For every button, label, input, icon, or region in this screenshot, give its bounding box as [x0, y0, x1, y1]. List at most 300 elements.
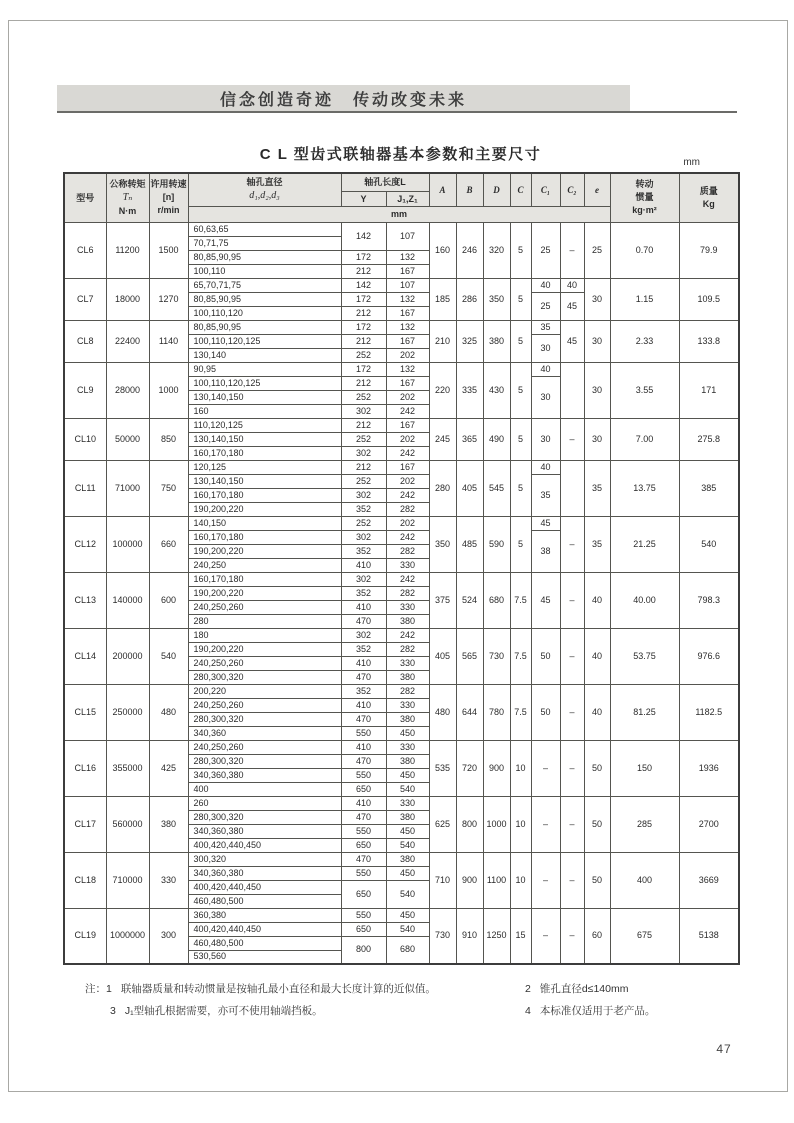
length-y-cell: 470	[341, 614, 386, 628]
length-jz-cell: 202	[386, 348, 429, 362]
slogan-text: 信念创造奇迹 传动改变未来	[219, 91, 467, 109]
model-cell: CL18	[64, 852, 106, 908]
length-y-cell: 550	[341, 824, 386, 838]
footnote-2-number: 2	[525, 983, 531, 995]
length-y-cell: 352	[341, 684, 386, 698]
mass-cell: 133.8	[679, 320, 739, 362]
length-jz-cell: 107	[386, 278, 429, 292]
mass-cell: 79.9	[679, 222, 739, 278]
bore-diameter-cell: 130,140,150	[188, 432, 341, 446]
C1-cell: 50	[531, 628, 560, 684]
C2-cell: –	[560, 572, 584, 628]
length-jz-cell: 167	[386, 376, 429, 390]
C2-cell: –	[560, 418, 584, 460]
table-row	[64, 796, 739, 810]
length-y-cell: 172	[341, 320, 386, 334]
bore-diameter-cell: 120,125	[188, 460, 341, 474]
spec-table	[63, 172, 740, 965]
D-cell: 320	[483, 222, 510, 278]
inertia-cell: 81.25	[610, 684, 679, 740]
length-jz-cell: 450	[386, 824, 429, 838]
length-jz-cell: 540	[386, 782, 429, 796]
bore-diameter-cell: 130,140,150	[188, 474, 341, 488]
mass-cell: 385	[679, 460, 739, 516]
length-y-cell: 352	[341, 502, 386, 516]
torque-cell: 50000	[106, 418, 149, 460]
bore-diameter-cell: 240,250,260	[188, 698, 341, 712]
bore-diameter-cell: 190,200,220	[188, 586, 341, 600]
length-jz-cell: 380	[386, 712, 429, 726]
footnote-3-number: 3	[110, 1005, 116, 1017]
torque-cell: 11200	[106, 222, 149, 278]
bore-diameter-cell: 280,300,320	[188, 810, 341, 824]
length-y-cell: 650	[341, 838, 386, 852]
length-y-cell: 172	[341, 362, 386, 376]
C-cell: 10	[510, 796, 531, 852]
C-cell: 5	[510, 320, 531, 362]
length-y-cell: 212	[341, 264, 386, 278]
mass-cell: 3669	[679, 852, 739, 908]
length-y-cell: 142	[341, 278, 386, 292]
length-y-cell: 650	[341, 880, 386, 908]
C1-cell: –	[531, 796, 560, 852]
footnote-4	[525, 1003, 655, 1018]
C-cell: 10	[510, 852, 531, 908]
length-jz-cell: 202	[386, 390, 429, 404]
mass-cell: 976.6	[679, 628, 739, 684]
length-y-cell: 302	[341, 530, 386, 544]
length-jz-cell: 282	[386, 586, 429, 600]
footnote-1	[85, 981, 436, 996]
inertia-cell: 1.15	[610, 278, 679, 320]
torque-cell: 250000	[106, 684, 149, 740]
bore-diameter-cell: 100,110,120,125	[188, 334, 341, 348]
model-cell: CL8	[64, 320, 106, 362]
length-jz-cell: 167	[386, 264, 429, 278]
footnote-2-text: 锥孔直径d≤140mm	[539, 983, 629, 995]
bore-diameter-cell: 110,120,125	[188, 418, 341, 432]
bore-diameter-cell: 130,140,150	[188, 390, 341, 404]
A-cell: 185	[429, 278, 456, 320]
B-cell: 365	[456, 418, 483, 460]
length-jz-cell: 167	[386, 418, 429, 432]
bore-diameter-cell: 340,360,380	[188, 866, 341, 880]
length-y-cell: 302	[341, 446, 386, 460]
torque-cell: 71000	[106, 460, 149, 516]
length-jz-cell: 282	[386, 684, 429, 698]
e-cell: 40	[584, 684, 610, 740]
table-row	[64, 516, 739, 530]
C-cell: 5	[510, 278, 531, 320]
length-y-cell: 302	[341, 488, 386, 502]
torque-cell: 18000	[106, 278, 149, 320]
D-cell: 680	[483, 572, 510, 628]
bore-diameter-cell: 260	[188, 796, 341, 810]
C2-cell: –	[560, 796, 584, 852]
B-cell: 286	[456, 278, 483, 320]
B-cell: 565	[456, 628, 483, 684]
model-cell: CL15	[64, 684, 106, 740]
length-y-cell: 302	[341, 572, 386, 586]
C2-cell	[560, 460, 584, 516]
D-cell: 590	[483, 516, 510, 572]
C1-cell: 35	[531, 474, 560, 516]
e-cell: 30	[584, 362, 610, 418]
inertia-cell: 21.25	[610, 516, 679, 572]
torque-cell: 140000	[106, 572, 149, 628]
table-row	[64, 908, 739, 922]
length-y-cell: 352	[341, 586, 386, 600]
torque-cell: 1000000	[106, 908, 149, 964]
mass-cell: 5138	[679, 908, 739, 964]
length-y-cell: 252	[341, 432, 386, 446]
table-row	[64, 740, 739, 754]
torque-cell: 560000	[106, 796, 149, 852]
inertia-cell: 53.75	[610, 628, 679, 684]
bore-diameter-cell: 80,85,90,95	[188, 292, 341, 306]
e-cell: 50	[584, 740, 610, 796]
speed-cell: 540	[149, 628, 188, 684]
C2-cell: –	[560, 740, 584, 796]
model-cell: CL16	[64, 740, 106, 796]
speed-cell: 660	[149, 516, 188, 572]
length-jz-cell: 167	[386, 306, 429, 320]
C-cell: 5	[510, 362, 531, 418]
C1-cell: –	[531, 852, 560, 908]
model-cell: CL17	[64, 796, 106, 852]
inertia-cell: 40.00	[610, 572, 679, 628]
C2-cell: –	[560, 684, 584, 740]
C1-cell: –	[531, 740, 560, 796]
C2-cell: 45	[560, 292, 584, 320]
length-jz-cell: 242	[386, 404, 429, 418]
table-body	[64, 222, 739, 964]
bore-diameter-cell: 240,250,260	[188, 740, 341, 754]
B-cell: 485	[456, 516, 483, 572]
A-cell: 625	[429, 796, 456, 852]
bore-diameter-cell: 160,170,180	[188, 530, 341, 544]
length-jz-cell: 167	[386, 334, 429, 348]
table-row	[64, 460, 739, 474]
speed-cell: 1000	[149, 362, 188, 418]
A-cell: 220	[429, 362, 456, 418]
inertia-cell: 400	[610, 852, 679, 908]
length-y-cell: 212	[341, 460, 386, 474]
length-jz-cell: 132	[386, 362, 429, 376]
length-y-cell: 212	[341, 334, 386, 348]
speed-cell: 750	[149, 460, 188, 516]
bore-diameter-cell: 240,250	[188, 558, 341, 572]
table-row	[64, 852, 739, 866]
table-row	[64, 628, 739, 642]
C-cell: 5	[510, 516, 531, 572]
footnote-1-number: 注：1	[85, 983, 112, 995]
speed-cell: 850	[149, 418, 188, 460]
length-y-cell: 252	[341, 348, 386, 362]
length-jz-cell: 202	[386, 432, 429, 446]
B-cell: 910	[456, 908, 483, 964]
length-y-cell: 252	[341, 390, 386, 404]
length-y-cell: 550	[341, 726, 386, 740]
C-cell: 15	[510, 908, 531, 964]
bore-diameter-cell: 190,200,220	[188, 502, 341, 516]
length-jz-cell: 380	[386, 614, 429, 628]
page-number: 47	[716, 1042, 732, 1056]
length-y-cell: 212	[341, 418, 386, 432]
C1-cell: 45	[531, 516, 560, 530]
A-cell: 535	[429, 740, 456, 796]
length-y-cell: 410	[341, 558, 386, 572]
length-y-cell: 172	[341, 250, 386, 264]
length-jz-cell: 202	[386, 474, 429, 488]
length-y-cell: 212	[341, 376, 386, 390]
torque-cell: 200000	[106, 628, 149, 684]
length-y-cell: 470	[341, 712, 386, 726]
model-cell: CL11	[64, 460, 106, 516]
length-jz-cell: 380	[386, 670, 429, 684]
A-cell: 480	[429, 684, 456, 740]
length-jz-cell: 330	[386, 656, 429, 670]
B-cell: 644	[456, 684, 483, 740]
speed-cell: 600	[149, 572, 188, 628]
bore-diameter-cell: 400,420,440,450	[188, 838, 341, 852]
A-cell: 210	[429, 320, 456, 362]
e-cell: 40	[584, 572, 610, 628]
header-unit-mm: mm	[188, 206, 610, 222]
length-y-cell: 410	[341, 600, 386, 614]
banner-underline	[57, 111, 737, 113]
header-permissible-speed: 许用转速 [n] r/min	[149, 173, 188, 222]
mass-cell: 171	[679, 362, 739, 418]
A-cell: 710	[429, 852, 456, 908]
torque-cell: 28000	[106, 362, 149, 418]
bore-diameter-cell: 280,300,320	[188, 754, 341, 768]
length-jz-cell: 167	[386, 460, 429, 474]
header-length-y: Y	[341, 191, 386, 206]
C-cell: 7.5	[510, 628, 531, 684]
C1-cell: –	[531, 908, 560, 964]
length-y-cell: 352	[341, 642, 386, 656]
bore-diameter-cell: 300,320	[188, 852, 341, 866]
C1-cell: 30	[531, 418, 560, 460]
speed-cell: 1500	[149, 222, 188, 278]
table-row	[64, 278, 739, 292]
header-dim-A: A	[429, 173, 456, 206]
bore-diameter-cell: 400	[188, 782, 341, 796]
inertia-cell: 675	[610, 908, 679, 964]
D-cell: 490	[483, 418, 510, 460]
length-y-cell: 352	[341, 544, 386, 558]
bore-diameter-cell: 340,360,380	[188, 824, 341, 838]
length-y-cell: 550	[341, 866, 386, 880]
model-cell: CL19	[64, 908, 106, 964]
header-dim-C: C	[510, 173, 531, 206]
e-cell: 50	[584, 852, 610, 908]
footnote-3-text: J₁型轴孔根据需要，亦可不使用轴端挡板。	[124, 1005, 323, 1017]
bore-diameter-cell: 90,95	[188, 362, 341, 376]
speed-cell: 425	[149, 740, 188, 796]
model-cell: CL13	[64, 572, 106, 628]
A-cell: 730	[429, 908, 456, 964]
bore-diameter-cell: 400,420,440,450	[188, 880, 341, 894]
length-jz-cell: 242	[386, 628, 429, 642]
A-cell: 405	[429, 628, 456, 684]
header-dim-B: B	[456, 173, 483, 206]
header-dim-D: D	[483, 173, 510, 206]
A-cell: 350	[429, 516, 456, 572]
table-row	[64, 320, 739, 334]
torque-cell: 22400	[106, 320, 149, 362]
bore-diameter-cell: 130,140	[188, 348, 341, 362]
table-unit-label: mm	[683, 157, 700, 168]
A-cell: 160	[429, 222, 456, 278]
page-title: C L 型齿式联轴器基本参数和主要尺寸	[259, 146, 542, 163]
table-row	[64, 222, 739, 236]
header-bore-length: 轴孔长度L	[341, 173, 429, 191]
length-jz-cell: 132	[386, 250, 429, 264]
bore-diameter-cell: 240,250,260	[188, 600, 341, 614]
e-cell: 30	[584, 278, 610, 320]
bore-diameter-cell: 160	[188, 404, 341, 418]
C1-cell: 35	[531, 320, 560, 334]
mass-cell: 1936	[679, 740, 739, 796]
D-cell: 780	[483, 684, 510, 740]
C1-cell: 45	[531, 572, 560, 628]
length-y-cell: 470	[341, 754, 386, 768]
e-cell: 35	[584, 460, 610, 516]
model-cell: CL7	[64, 278, 106, 320]
C-cell: 7.5	[510, 572, 531, 628]
D-cell: 1100	[483, 852, 510, 908]
e-cell: 35	[584, 516, 610, 572]
speed-cell: 380	[149, 796, 188, 852]
length-y-cell: 410	[341, 796, 386, 810]
D-cell: 730	[483, 628, 510, 684]
bore-diameter-cell: 340,360,380	[188, 768, 341, 782]
model-cell: CL14	[64, 628, 106, 684]
bore-diameter-cell: 160,170,180	[188, 446, 341, 460]
B-cell: 800	[456, 796, 483, 852]
bore-diameter-cell: 100,110,120	[188, 306, 341, 320]
length-jz-cell: 380	[386, 810, 429, 824]
bore-diameter-cell: 65,70,71,75	[188, 278, 341, 292]
C1-cell: 25	[531, 222, 560, 278]
B-cell: 335	[456, 362, 483, 418]
model-cell: CL12	[64, 516, 106, 572]
footnote-1-text: 联轴器质量和转动惯量是按轴孔最小直径和最大长度计算的近似值。	[120, 983, 436, 995]
e-cell: 60	[584, 908, 610, 964]
bore-diameter-cell: 530,560	[188, 950, 341, 964]
length-jz-cell: 242	[386, 488, 429, 502]
C1-cell: 40	[531, 362, 560, 376]
length-y-cell: 550	[341, 768, 386, 782]
length-y-cell: 252	[341, 516, 386, 530]
footnote-3	[110, 1003, 323, 1018]
length-y-cell: 302	[341, 404, 386, 418]
A-cell: 245	[429, 418, 456, 460]
length-jz-cell: 202	[386, 516, 429, 530]
e-cell: 50	[584, 796, 610, 852]
bore-diameter-cell: 280,300,320	[188, 712, 341, 726]
length-jz-cell: 132	[386, 292, 429, 306]
bore-diameter-cell: 240,250,260	[188, 656, 341, 670]
A-cell: 375	[429, 572, 456, 628]
speed-cell: 300	[149, 908, 188, 964]
mass-cell: 798.3	[679, 572, 739, 628]
table-row	[64, 572, 739, 586]
length-jz-cell: 242	[386, 572, 429, 586]
length-jz-cell: 380	[386, 852, 429, 866]
C2-cell: –	[560, 852, 584, 908]
mass-cell: 109.5	[679, 278, 739, 320]
bore-diameter-cell: 180	[188, 628, 341, 642]
length-jz-cell: 107	[386, 222, 429, 250]
C2-cell: –	[560, 516, 584, 572]
table-row	[64, 418, 739, 432]
model-cell: CL10	[64, 418, 106, 460]
length-jz-cell: 450	[386, 866, 429, 880]
header-dim-e: e	[584, 173, 610, 206]
length-jz-cell: 540	[386, 838, 429, 852]
length-y-cell: 650	[341, 922, 386, 936]
D-cell: 545	[483, 460, 510, 516]
length-y-cell: 470	[341, 810, 386, 824]
footnote-4-number: 4	[525, 1005, 531, 1017]
C1-cell: 40	[531, 278, 560, 292]
C-cell: 10	[510, 740, 531, 796]
bore-diameter-cell: 60,63,65	[188, 222, 341, 236]
table-row	[64, 362, 739, 376]
bore-diameter-cell: 400,420,440,450	[188, 922, 341, 936]
B-cell: 900	[456, 852, 483, 908]
inertia-cell: 13.75	[610, 460, 679, 516]
length-jz-cell: 282	[386, 642, 429, 656]
e-cell: 30	[584, 418, 610, 460]
length-jz-cell: 242	[386, 446, 429, 460]
bore-diameter-cell: 460,480,500	[188, 936, 341, 950]
C1-cell: 25	[531, 292, 560, 320]
torque-cell: 100000	[106, 516, 149, 572]
C-cell: 5	[510, 460, 531, 516]
footnote-4-text: 本标准仅适用于老产品。	[539, 1005, 656, 1017]
header-dim-1: C₁	[531, 173, 560, 206]
inertia-cell: 2.33	[610, 320, 679, 362]
model-cell: CL9	[64, 362, 106, 418]
table-row	[64, 684, 739, 698]
length-jz-cell: 330	[386, 740, 429, 754]
length-jz-cell: 380	[386, 754, 429, 768]
C-cell: 5	[510, 418, 531, 460]
length-y-cell: 142	[341, 222, 386, 250]
inertia-cell: 0.70	[610, 222, 679, 278]
header-nominal-torque: 公称转矩 Tₙ N·m	[106, 173, 149, 222]
bore-diameter-cell: 160,170,180	[188, 488, 341, 502]
inertia-cell: 150	[610, 740, 679, 796]
B-cell: 246	[456, 222, 483, 278]
length-y-cell: 650	[341, 782, 386, 796]
D-cell: 1250	[483, 908, 510, 964]
bore-diameter-cell: 280	[188, 614, 341, 628]
table-header	[64, 173, 739, 222]
C2-cell: 45	[560, 320, 584, 362]
B-cell: 405	[456, 460, 483, 516]
bore-diameter-cell: 280,300,320	[188, 670, 341, 684]
C1-cell: 38	[531, 530, 560, 572]
C1-cell: 40	[531, 460, 560, 474]
speed-cell: 1270	[149, 278, 188, 320]
C2-cell: –	[560, 222, 584, 278]
length-jz-cell: 450	[386, 908, 429, 922]
